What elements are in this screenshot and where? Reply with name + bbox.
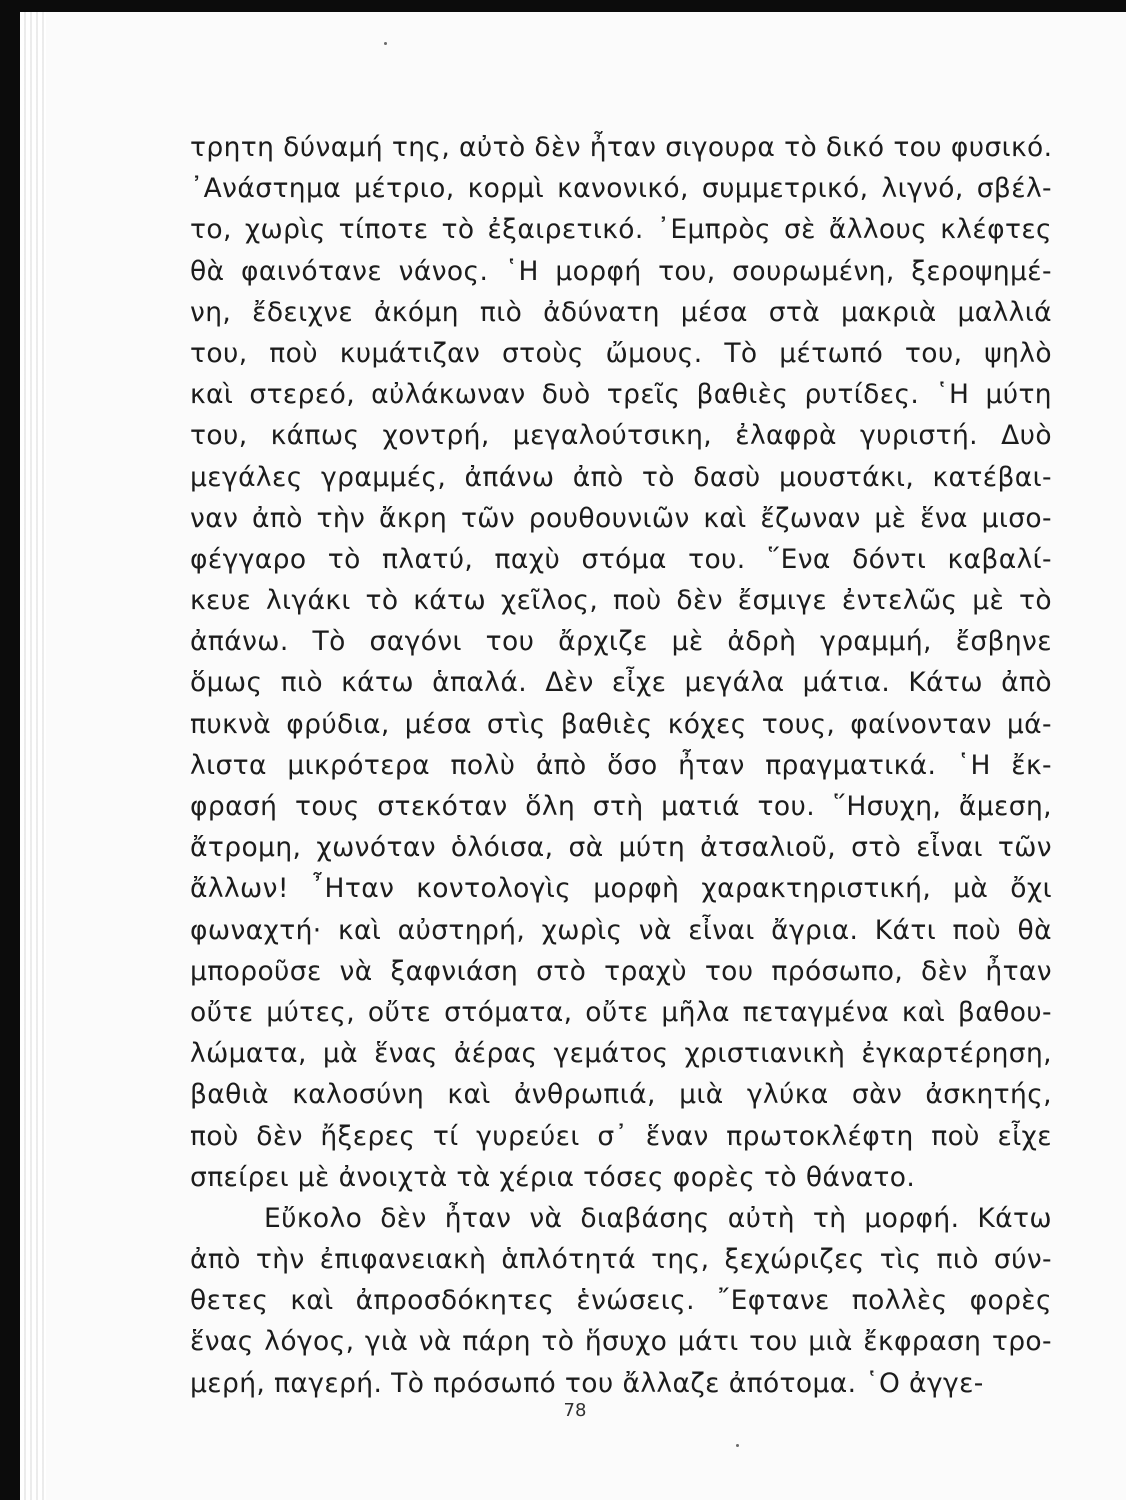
text-line: μποροῦσε νὰ ξαφνιάση στὸ τραχὺ του πρόσωπο, δὲν ἦταν [190, 955, 1052, 987]
body-text [190, 127, 1052, 1404]
text-line: ὅμως πιὸ κάτω ἁπαλά. Δὲν εἶχε μεγάλα μάτια. Κάτω ἀπὸ [190, 667, 1052, 699]
text-line: λιστα μικρότερα πολὺ ἀπὸ ὅσο ἦταν πραγματικά. ῾Η ἔκ- [190, 749, 1052, 781]
text-line: το, χωρὶς τίποτε τὸ ἐξαιρετικό. ᾿Εμπρὸς σὲ ἄλλους κλέφτες [190, 214, 1052, 246]
text-line: φέγγαρο τὸ πλατύ, παχὺ στόμα του. ῞Ενα δόντι καβαλί- [190, 543, 1052, 575]
scan-speck [736, 1444, 739, 1447]
text-line: κευε λιγάκι τὸ κάτω χεῖλος, ποὺ δὲν ἔσμιγε ἐντελῶς μὲ τὸ [190, 585, 1052, 617]
text-line: σπείρει μὲ ἀνοιχτὰ τὰ χέρια τόσες φορὲς τὸ θάνατο. [190, 1161, 916, 1193]
text-line: ἀπάνω. Τὸ σαγόνι του ἄρχιζε μὲ ἀδρὴ γραμμή, ἔσβηνε [190, 626, 1052, 658]
text-line: του, ποὺ κυμάτιζαν στοὺς ὤμους. Τὸ μέτωπό του, ψηλὸ [190, 337, 1052, 369]
text-line: μερή, παγερή. Τὸ πρόσωπό του ἄλλαζε ἀπότομα. ῾Ο ἀγγε- [190, 1367, 984, 1399]
text-line: πυκνὰ φρύδια, μέσα στὶς βαθιὲς κόχες τους, φαίνονταν μά- [190, 708, 1052, 740]
scan-left-border [0, 0, 20, 1500]
text-line: μεγάλες γραμμές, ἀπάνω ἀπὸ τὸ δασὺ μουστάκι, κατέβαι- [190, 461, 1052, 493]
text-line: νη, ἔδειχνε ἀκόμη πιὸ ἀδύνατη μέσα στὰ μακριὰ μαλλιά [190, 296, 1052, 328]
text-line: ναν ἀπὸ τὴν ἄκρη τῶν ρουθουνιῶν καὶ ἔζωναν μὲ ἕνα μισο- [190, 502, 1052, 534]
text-line: θὰ φαινότανε νάνος. ῾Η μορφή του, σουρωμένη, ξεροψημέ- [190, 255, 1052, 287]
text-line: οὔτε μύτες, οὔτε στόματα, οὔτε μῆλα πεταγμένα καὶ βαθου- [190, 996, 1052, 1028]
text-line: ἄλλων! ῏Ηταν κοντολογὶς μορφὴ χαρακτηριστική, μὰ ὄχι [190, 873, 1052, 905]
text-line: θετες καὶ ἀπροσδόκητες ἑνώσεις. ῎Εφτανε πολλὲς φορὲς [190, 1285, 1052, 1317]
text-line: τρητη δύναμή της, αὐτὸ δὲν ἦταν σιγουρα τὸ δικό του φυσικό. [190, 132, 1053, 163]
book-page-edges [20, 12, 46, 1500]
text-line: φρασή τους στεκόταν ὅλη στὴ ματιά του. ῞Ησυχη, ἄμεση, [190, 791, 1052, 822]
text-line: ἄτρομη, χωνόταν ὁλόισα, σὰ μύτη ἀτσαλιοῦ, στὸ εἶναι τῶν [190, 832, 1052, 864]
text-line: λώματα, μὰ ἕνας ἀέρας γεμάτος χριστιανικὴ ἐγκαρτέρηση, [190, 1038, 1052, 1070]
scan-top-border [0, 0, 1126, 12]
text-line: φωναχτή· καὶ αὐστηρή, χωρὶς νὰ εἶναι ἄγρια. Κάτι ποὺ θὰ [190, 914, 1052, 946]
text-line: καὶ στερεό, αὐλάκωναν δυὸ τρεῖς βαθιὲς ρυτίδες. ῾Η μύτη [190, 379, 1052, 411]
page-number: 78 [563, 1400, 587, 1421]
paragraph [190, 127, 1052, 1198]
text-line: ἕνας λόγος, γιὰ νὰ πάρη τὸ ἥσυχο μάτι του μιὰ ἔκφραση τρο- [190, 1326, 1052, 1358]
scan-speck [384, 42, 387, 45]
text-line: Εὔκολο δὲν ἦταν νὰ διαβάσης αὐτὴ τὴ μορφή. Κάτω [264, 1202, 1052, 1234]
text-line: ᾿Ανάστημα μέτριο, κορμὶ κανονικό, συμμετρικό, λιγνό, σβέλ- [190, 173, 1052, 205]
paragraph [190, 1198, 1052, 1404]
text-line: βαθιὰ καλοσύνη καὶ ἀνθρωπιά, μιὰ γλύκα σὰν ἀσκητής, [190, 1079, 1052, 1111]
text-line: ἀπὸ τὴν ἐπιφανειακὴ ἁπλότητά της, ξεχώριζες τὶς πιὸ σύν- [190, 1244, 1052, 1276]
text-line: ποὺ δὲν ἤξερες τί γυρεύει σ᾿ ἕναν πρωτοκλέφτη ποὺ εἶχε [190, 1120, 1052, 1152]
text-line: του, κάπως χοντρή, μεγαλούτσικη, ἐλαφρὰ γυριστή. Δυὸ [190, 420, 1052, 452]
